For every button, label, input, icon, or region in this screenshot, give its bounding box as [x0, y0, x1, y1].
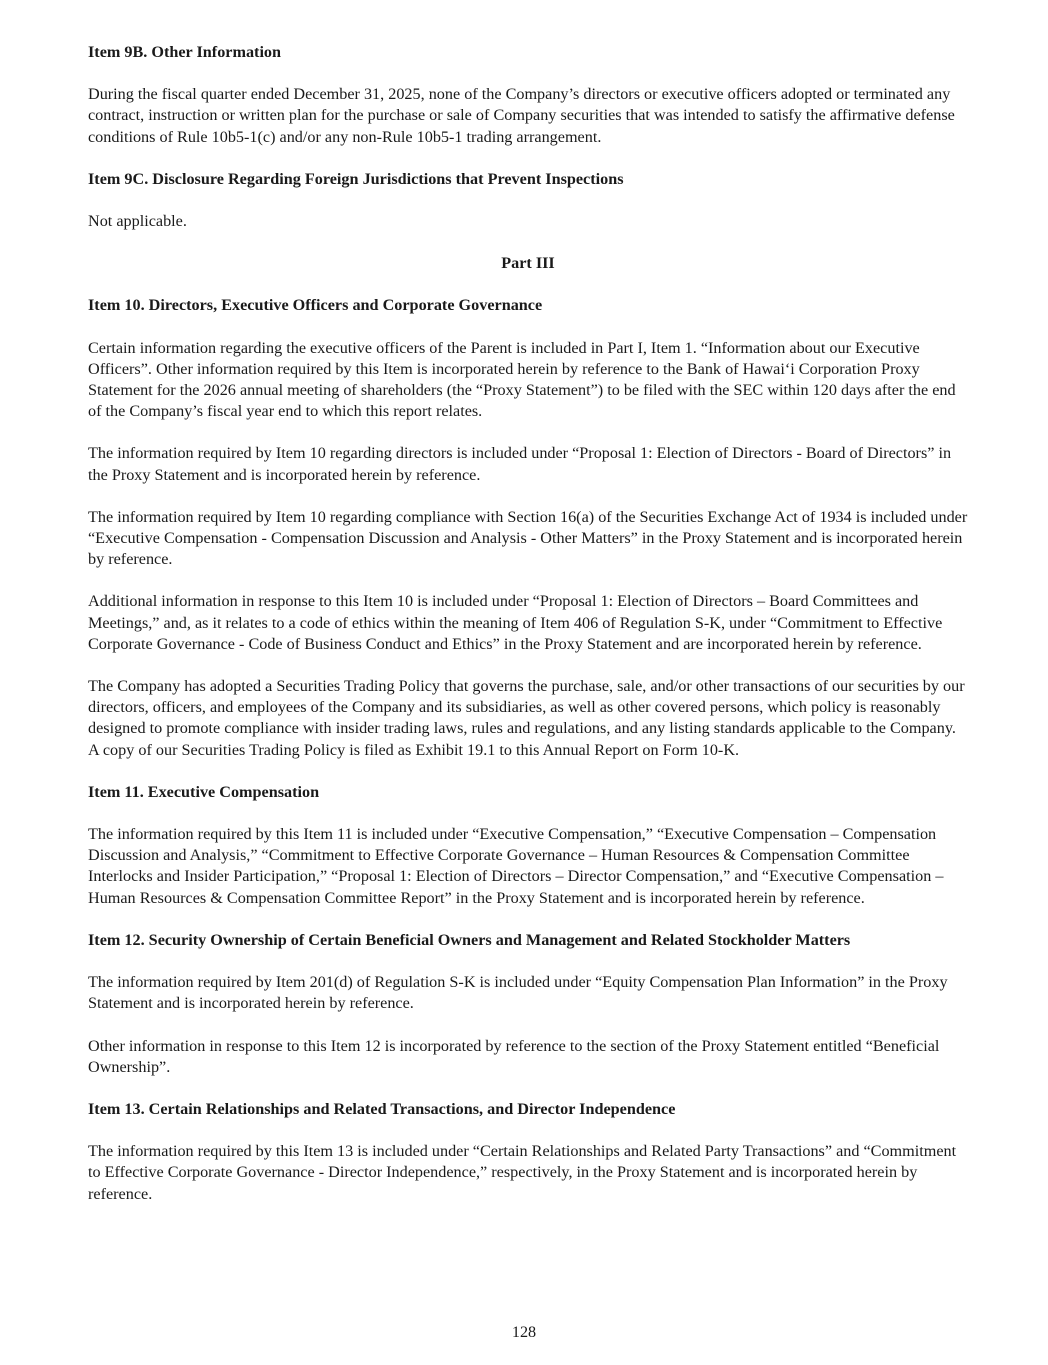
- item-10-paragraph-4: Additional information in response to this Item 10 is included under “Proposal 1: Election of Directors – Board Committees and Meetings,” and, as it relates to a code of ethics within the meaning of Item 406 of Regulation S-K, under “Commitment to Effective Corporate Governance - Code of Business Conduct and Ethics” in the Proxy Statement and are incorporated herein by reference.: [88, 592, 943, 653]
- item-10-paragraph-2: The information required by Item 10 regarding directors is included under “Proposal 1: Election of Directors - Board of Directors” in the Proxy Statement and is incorporated herein by reference.: [88, 444, 952, 484]
- item-12-paragraph-2: Other information in response to this Item 12 is incorporated by reference to the section of the Proxy Statement entitled “Beneficial Ownership”.: [88, 1036, 940, 1076]
- item-9c-paragraph: Not applicable.: [88, 212, 187, 231]
- item-10-heading: Item 10. Directors, Executive Officers and Corporate Governance: [88, 296, 543, 315]
- item-11-paragraph: The information required by this Item 11 is included under “Executive Compensation,” “Executive Compensation – Compensation Discussion and Analysis,” “Commitment to Effective Corporate Governance – Human Resources & Compensation Committee Interlocks and Insider Participation,” “Proposal 1: Election of Directors – Director Compensation,” and “Executive Compensation – Human Resources & Compensation Committee Report” in the Proxy Statement and is incorporated herein by reference.: [88, 825, 944, 907]
- item-12-heading: Item 12. Security Ownership of Certain Beneficial Owners and Management and Related Stockholder Matters: [88, 930, 851, 949]
- item-10-paragraph-3: The information required by Item 10 regarding compliance with Section 16(a) of the Securities Exchange Act of 1934 is included under “Executive Compensation - Compensation Discussion and Analysis - Other Matters” in the Proxy Statement and is incorporated herein by reference.: [88, 507, 968, 569]
- page-number: 128: [511, 1323, 537, 1341]
- item-10-paragraph-5: The Company has adopted a Securities Trading Policy that governs the purchase, sale, and/or other transactions of our securities by our directors, officers, and employees of the Company and its subsidiaries, as well as other covered persons, which policy is reasonably designed to promote compliance with insider trading laws, rules and regulations, and any listing standards applicable to the Company. A copy of our Securities Trading Policy is filed as Exhibit 19.1 to this Annual Report on Form 10-K.: [88, 677, 965, 759]
- item-9c-heading: Item 9C. Disclosure Regarding Foreign Jurisdictions that Prevent Inspections: [88, 169, 624, 188]
- item-13-heading: Item 13. Certain Relationships and Related Transactions, and Director Independence: [88, 1099, 676, 1118]
- document-page: [88, 42, 968, 1226]
- item-12-paragraph-1: The information required by Item 201(d) of Regulation S-K is included under “Equity Compensation Plan Information” in the Proxy Statement and is incorporated herein by reference.: [88, 973, 948, 1013]
- item-9b-paragraph: During the fiscal quarter ended December 31, 2025, none of the Company’s directors or executive officers adopted or terminated any contract, instruction or written plan for the purchase or sale of Company securities that was intended to satisfy the affirmative defense conditions of Rule 10b5-1(c) and/or any non-Rule 10b5-1 trading arrangement.: [88, 85, 955, 146]
- item-13-paragraph: The information required by this Item 13 is included under “Certain Relationships and Related Party Transactions” and “Commitment to Effective Corporate Governance - Director Independence,” respectively, in the Proxy Statement and is incorporated herein by reference.: [88, 1142, 957, 1203]
- item-11-heading: Item 11. Executive Compensation: [88, 782, 320, 801]
- item-9b-heading: Item 9B. Other Information: [88, 43, 282, 61]
- part-title: Part III: [501, 254, 555, 273]
- item-10-paragraph-1: Certain information regarding the executive officers of the Parent is included in Part I, Item 1. “Information about our Executive Officers”. Other information required by this Item is incorporated herein by reference to the Bank of Hawaiʻi Corporation Proxy Statement for the 2026 annual meeting of shareholders (the “Proxy Statement”) to be filed with the SEC within 120 days after the end of the Company’s fiscal year end to which this report relates.: [88, 338, 956, 421]
